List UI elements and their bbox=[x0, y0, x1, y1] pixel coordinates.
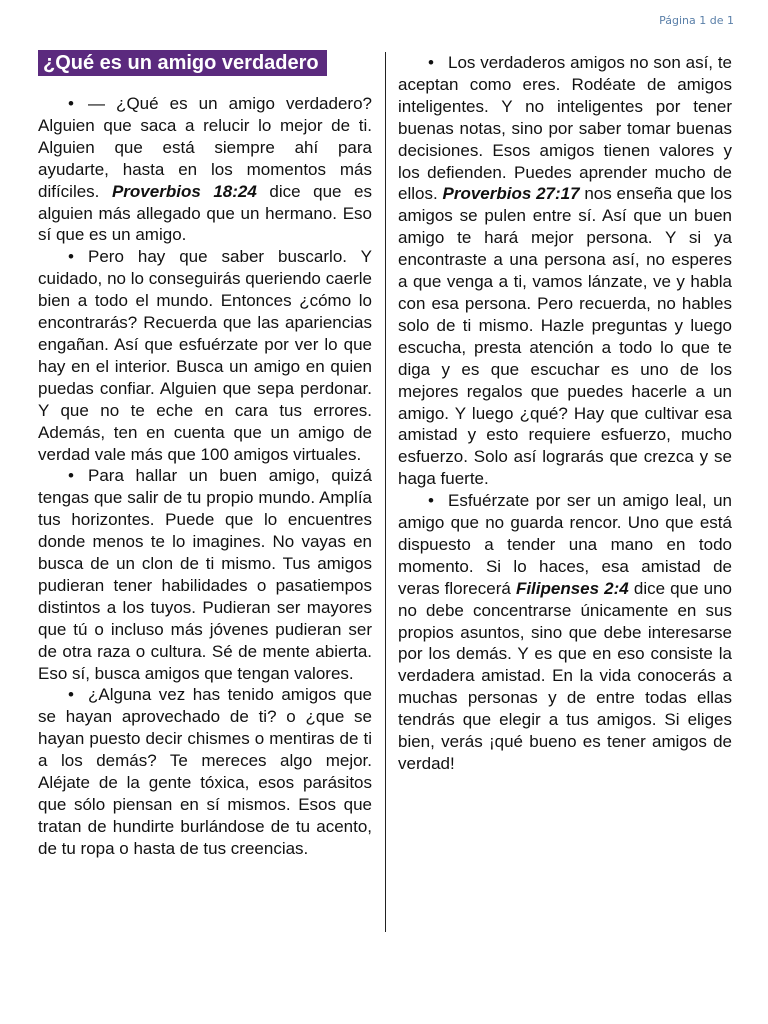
bullet-icon: • bbox=[68, 247, 74, 267]
bible-reference: Filipenses 2:4 bbox=[515, 578, 629, 598]
paragraph-4-start: • ¿Alguna vez has tenido amigos que se hayan aprovechado de ti? o ¿que se hayan puesto decir chismes o mentiras de ti a los demás? Te mereces algo mejor. Aléjate de la gente tóxica, esos parásitos que sólo piensan en sí mismos. Esos que tratan de hundirte burlándose de tu acento, de tu ropa o hasta de tus creencias. bbox=[38, 685, 372, 858]
bullet-icon: • bbox=[68, 685, 74, 705]
bullet-icon: • bbox=[428, 53, 434, 72]
document-title: ¿Qué es un amigo verdadero bbox=[38, 50, 327, 76]
paragraph-2: • Pero hay que saber buscarlo. Y cuidado, no lo conseguirás queriendo caerle bien a todo el mundo. Entonces ¿cómo lo encontrarás? Recuerda que las apariencias engañan. Así que esfuérzate por ver lo que hay en el interior. Busca un amigo en quien puedas confiar. Alguien que sepa perdonar. Y que no te eche en cara tus errores. Además, ten en cuenta que un amigo de verdad vale más que 100 amigos virtuales. bbox=[38, 247, 372, 464]
left-column bbox=[38, 50, 372, 860]
bullet-icon: • bbox=[68, 466, 74, 486]
bible-reference: Proverbios 27:17 bbox=[442, 184, 580, 204]
paragraph-5: • Los verdaderos amigos no son así, te aceptan como eres. Rodéate de amigos inteligentes. Y no inteligentes por tener buenas notas, sino por saber tomar buenas decisiones. Esos amigos tienen valores y los defienden. Puedes aprender mucho de ellos. Proverbios 27:17 nos enseña que los amigos se pulen entre sí. Así que un buen amigo te hará mejor persona. Y si ya encontraste a una persona así, no esperes a que venga a ti, vamos lánzate, ve y habla con esa persona. Pero recuerda, no hables solo de ti mismo. Hazle preguntas y luego escucha, presta atención a todo lo que te diga y es que escuchar es uno de los mejores regalos que puedes hacerle a un amigo. Y luego ¿qué? Hay que cultivar esa amistad y esto requiere esfuerzo, mucho esfuerzo. Solo así lograrás que crezca y se haga fuerte. bbox=[398, 53, 732, 489]
page-number: Página 1 de 1 bbox=[659, 14, 734, 27]
paragraph-1: • — ¿Qué es un amigo verdadero? Alguien que saca a relucir lo mejor de ti. Alguien que está siempre ahí para ayudarte, hasta en los momentos más difíciles. Proverbios 18:24 dice que es alguien más allegado que un hermano. Eso sí que es un amigo. bbox=[38, 94, 372, 245]
bullet-icon: • bbox=[68, 94, 74, 113]
bible-reference: Proverbios 18:24 bbox=[111, 181, 257, 201]
paragraph-6: • Esfuérzate por ser un amigo leal, un amigo que no guarda rencor. Uno que está dispuesto a tender una mano en todo momento. Si lo haces, esa amistad de veras florecerá Filipenses 2:4 dice que uno no debe concentrarse únicamente en sus propios asuntos, sino que debe interesarse por los demás. Y es que en eso consiste la verdadera amistad. En la vida conocerás a muchas personas y de entre todas ellas tendrás que elegir a tus amigos. Si eliges bien, verás ¡qué bueno es tener amigos de verdad! bbox=[398, 491, 732, 773]
column-divider bbox=[385, 52, 386, 932]
right-column bbox=[398, 52, 732, 775]
paragraph-3: • Para hallar un buen amigo, quizá tengas que salir de tu propio mundo. Amplía tus horizontes. Puede que lo encuentres donde menos te lo imagines. No vayas en busca de un clon de ti mismo. Tus amigos pudieran tener habilidades o pasatiempos distintos a los tuyos. Pudieran ser mayores que tú o incluso más jóvenes pudieran ser de otra raza o cultura. Sé de mente abierta. Eso sí, busca amigos que tengan valores. bbox=[38, 466, 372, 683]
bullet-icon: • bbox=[428, 491, 434, 511]
